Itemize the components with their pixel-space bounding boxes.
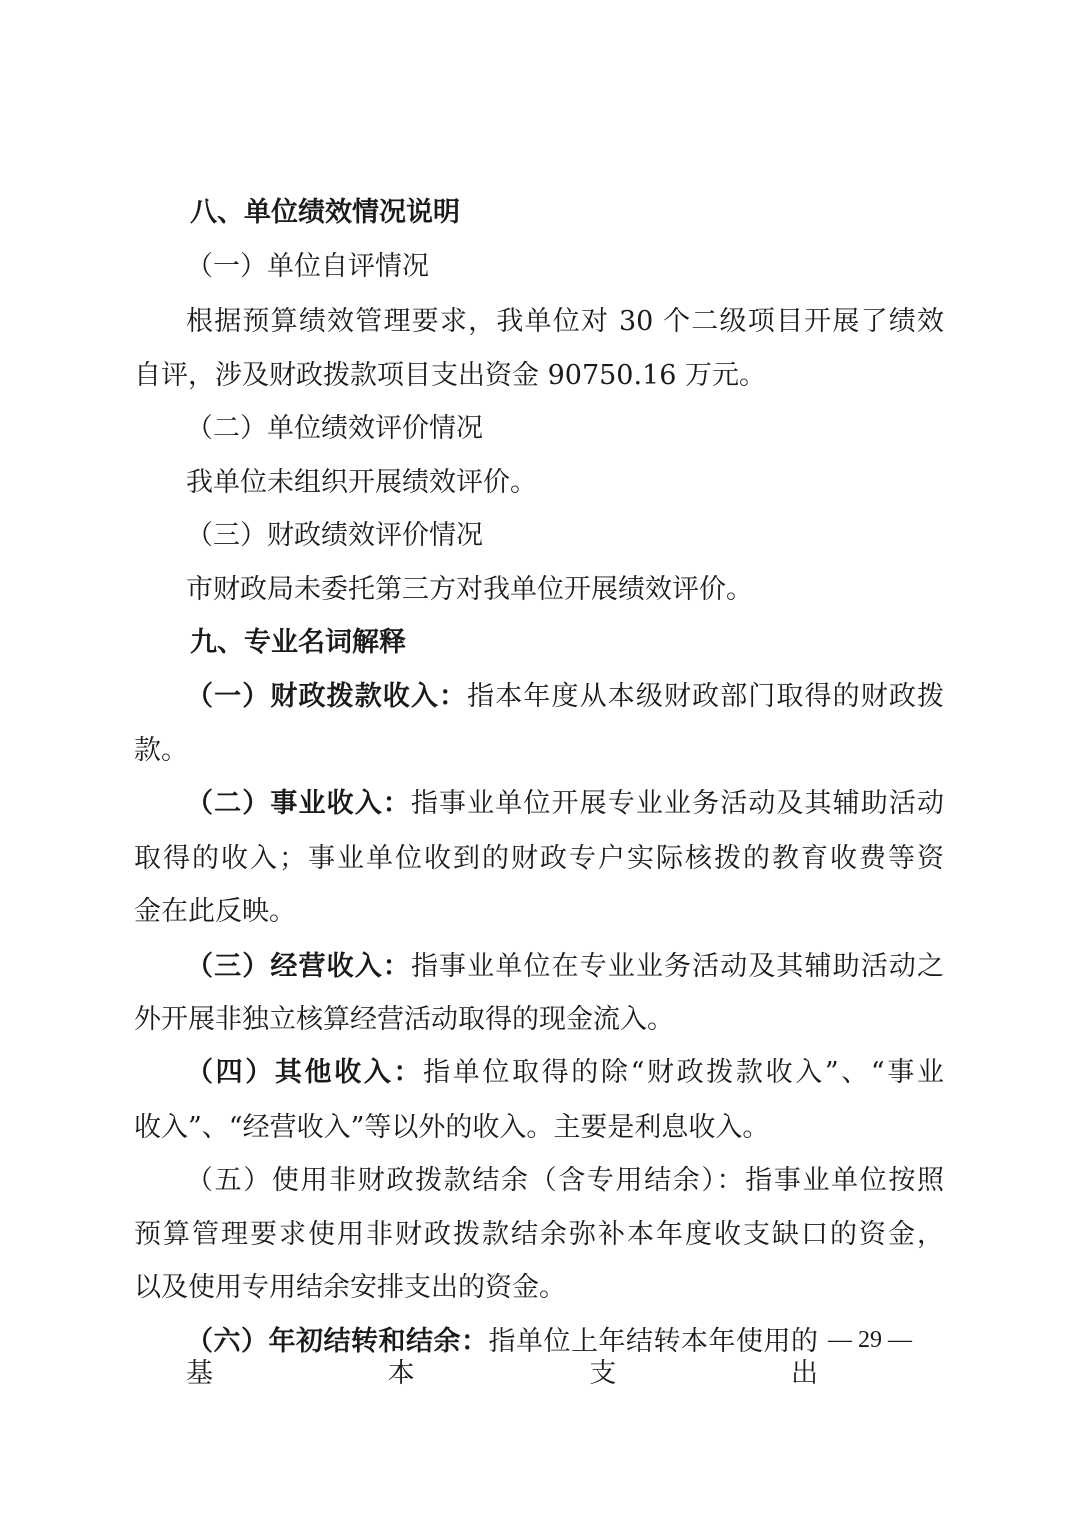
glossary-definition: 指单位上年结转本年使用的基本支出 <box>186 1326 818 1389</box>
glossary-definition: 指事业单位在专业业务活动及其辅助活动之 <box>410 951 945 982</box>
paragraph-line: 我单位未组织开展绩效评价。 <box>186 467 537 498</box>
subheading-self-evaluation: （一）单位自评情况 <box>186 251 429 282</box>
subheading-finance-evaluation: （三）财政绩效评价情况 <box>186 520 483 551</box>
glossary-definition: 指事业单位按照 <box>745 1165 945 1196</box>
paragraph-line: 市财政局未委托第三方对我单位开展绩效评价。 <box>186 574 753 605</box>
section-heading-performance: 八、单位绩效情况说明 <box>190 197 460 228</box>
glossary-definition: 指单位取得的除“财政拨款收入”、“事业 <box>423 1057 944 1088</box>
glossary-item <box>186 1057 944 1089</box>
paragraph-line: 预算管理要求使用非财政拨款结余弥补本年度收支缺口的资金， <box>134 1219 944 1250</box>
subheading-unit-evaluation: （二）单位绩效评价情况 <box>186 413 483 444</box>
glossary-term: （三）经营收入： <box>186 951 411 982</box>
glossary-term: （二）事业收入： <box>186 788 411 819</box>
glossary-term: （六）年初结转和结余： <box>186 1326 489 1357</box>
page-number: — 29 — <box>828 1327 912 1353</box>
glossary-item <box>186 951 944 983</box>
glossary-item <box>186 1165 944 1197</box>
glossary-term: （五）使用非财政拨款结余（含专用结余）： <box>186 1165 746 1196</box>
glossary-definition: 指事业单位开展专业业务活动及其辅助活动 <box>410 788 945 819</box>
paragraph-line: 自评，涉及财政拨款项目支出资金 90750.16 万元。 <box>134 360 766 391</box>
glossary-term: （一）财政拨款收入： <box>186 681 468 712</box>
paragraph-line: 根据预算绩效管理要求，我单位对 30 个二级项目开展了绩效 <box>186 306 944 337</box>
paragraph-line: 取得的收入；事业单位收到的财政专户实际核拨的教育收费等资 <box>134 843 944 874</box>
paragraph-line: 款。 <box>134 735 188 766</box>
glossary-item <box>186 681 944 713</box>
glossary-item <box>186 1326 818 1390</box>
paragraph-line: 以及使用专用结余安排支出的资金。 <box>134 1272 566 1303</box>
paragraph-line: 收入”、“经营收入”等以外的收入。主要是利息收入。 <box>134 1112 770 1143</box>
paragraph-line: 外开展非独立核算经营活动取得的现金流入。 <box>134 1004 674 1035</box>
paragraph-line: 金在此反映。 <box>134 896 296 927</box>
glossary-definition: 指本年度从本级财政部门取得的财政拨 <box>467 681 945 712</box>
section-heading-glossary: 九、专业名词解释 <box>190 627 406 658</box>
glossary-term: （四）其他收入： <box>186 1057 424 1088</box>
glossary-item <box>186 788 944 820</box>
